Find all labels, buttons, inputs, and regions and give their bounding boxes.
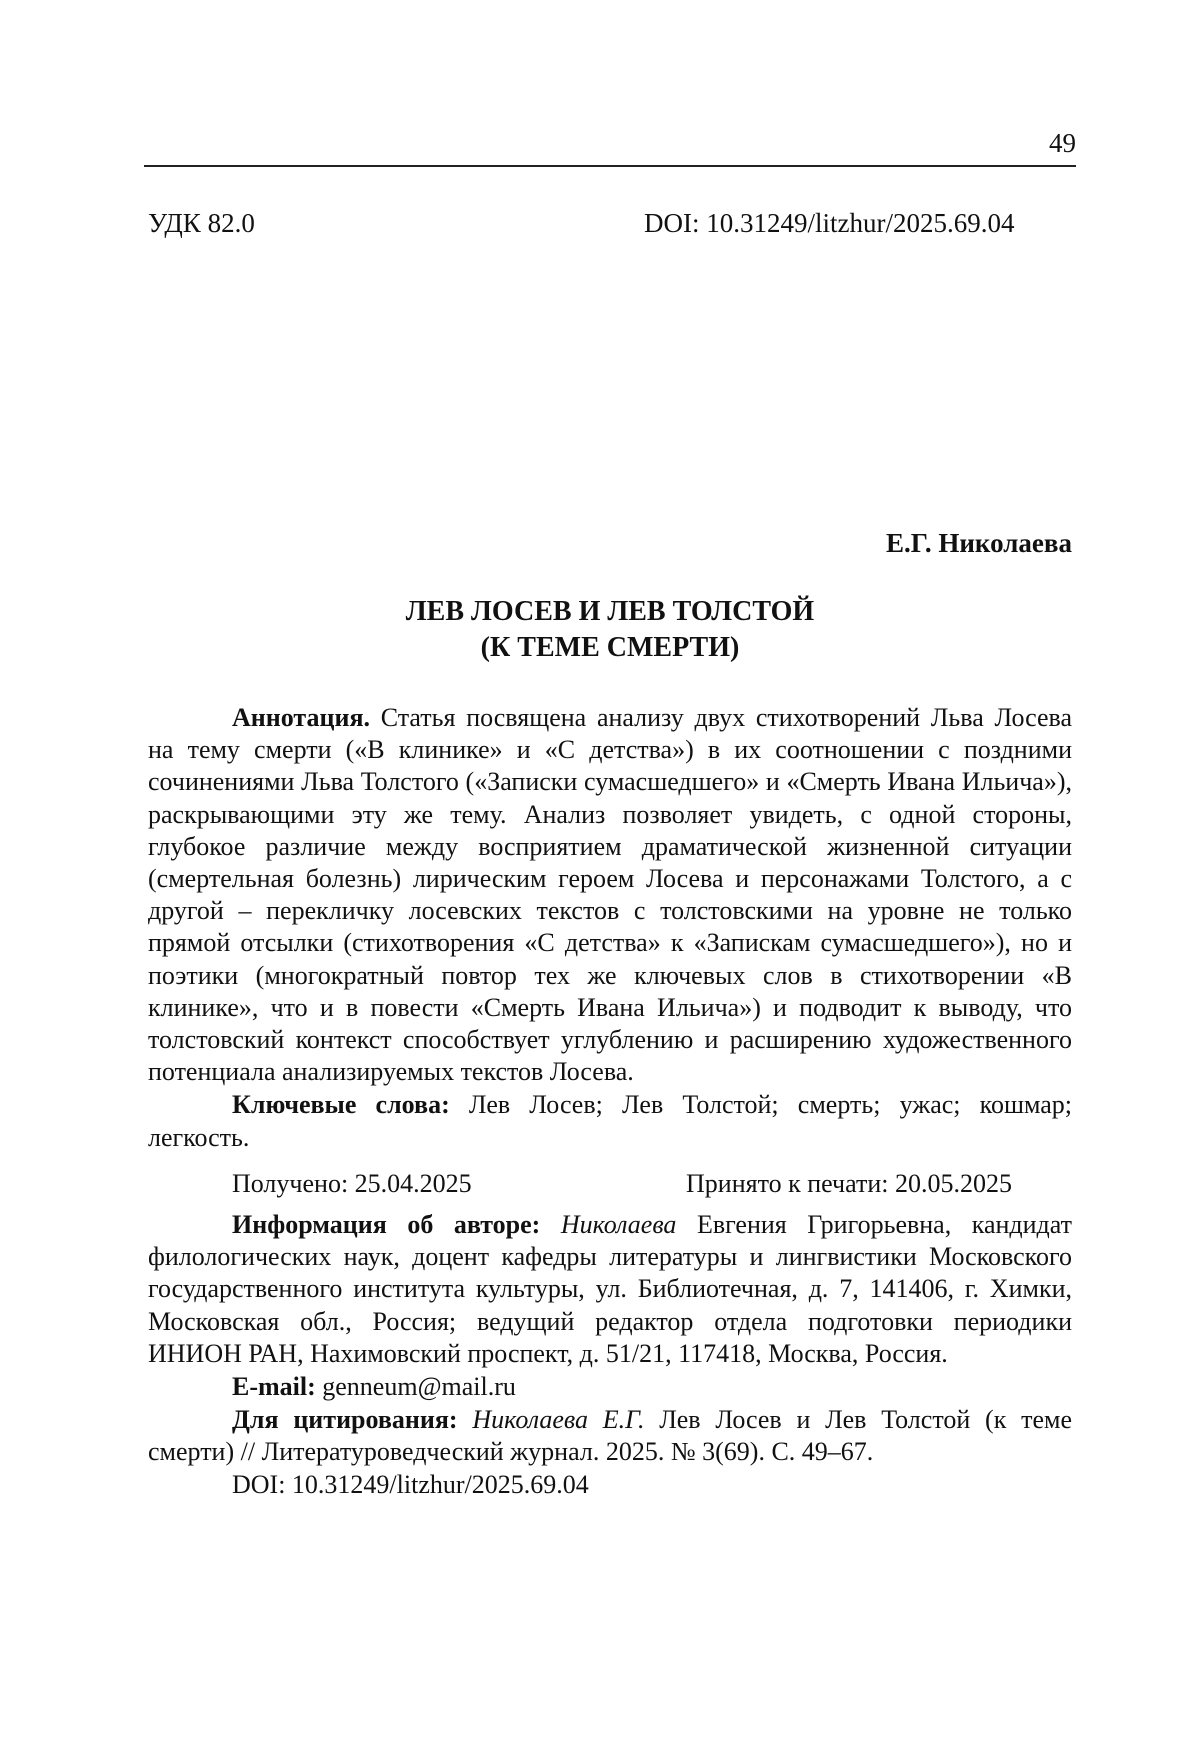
title-line-1: ЛЕВ ЛОСЕВ И ЛЕВ ТОЛСТОЙ	[405, 596, 815, 627]
accepted-date: Принято к печати: 20.05.2025	[686, 1168, 1012, 1198]
keywords-paragraph	[148, 1089, 1072, 1153]
email-value[interactable]: genneum@mail.ru	[322, 1372, 516, 1402]
author-info-text: Евгения Григорьевна, кандидат филологических наук, доцент кафедры литературы и лингвистики Московского государственного института культуры, ул. Библиотечная, д. 7, 141406, г. Химки, Московская обл., Россия; ведущий редактор отдела подготовки периодики ИНИОН РАН, Нахимовский проспект, д. 51/21, 117418, Москва, Россия.	[148, 1210, 1073, 1368]
udk-code: УДК 82.0	[148, 208, 255, 238]
article-front-matter	[148, 702, 1072, 1501]
citation-paragraph	[148, 1404, 1072, 1468]
abstract-label: Аннотация.	[232, 703, 371, 732]
keywords-label: Ключевые слова:	[232, 1090, 450, 1120]
citation-doi: DOI: 10.31249/litzhur/2025.69.04	[232, 1469, 589, 1499]
received-date: Получено: 25.04.2025	[232, 1168, 472, 1198]
email-label: E-mail:	[232, 1372, 316, 1402]
abstract-text: Статья посвящена анализу двух стихотворений Льва Лосева на тему смерти («В клинике» и «С детства») в их соотношении с поздними сочинениями Льва Толстого («Записки сумасшедшего» и «Смерть Ивана Ильича»), раскрывающими эту же тему. Анализ позволяет увидеть, с одной стороны, глубокое различие между восприятием драматической жизненной ситуации (смертельная болезнь) лирическим героем Лосева и персонажами Толстого, а с другой – перекличку лосевских текстов с толстовскими на уровне не только прямой отсылки (стихотворения «С детства» к «Запискам сумасшедшего»), но и поэтики (многократный повтор тех же ключевых слов в стихотворении «В клинике», что и в повести «Смерть Ивана Ильича») и подводит к выводу, что толстовский контекст способствует углублению и расширению художественного потенциала анализируемых текстов Лосева.	[148, 703, 1072, 1087]
title-line-2: (К ТЕМЕ СМЕРТИ)	[480, 632, 740, 663]
abstract-paragraph	[148, 702, 1072, 1088]
keywords-text: Лев Лосев; Лев Толстой; смерть; ужас; кошмар; легкость.	[148, 1090, 1073, 1152]
article-title	[148, 594, 1072, 666]
author-info-paragraph	[148, 1209, 1072, 1370]
citation-text: Лев Лосев и Лев Толстой (к теме смерти) // Литературоведческий журнал. 2025. № 3(69). С. 49–67.	[148, 1405, 1073, 1467]
author-info-label: Информация об авторе:	[232, 1210, 541, 1240]
header-rule	[144, 165, 1076, 167]
author-name: Е.Г. Николаева	[885, 528, 1072, 558]
author-info-surname: Николаева	[560, 1210, 677, 1240]
page-number: 49	[1049, 128, 1076, 158]
email-paragraph	[148, 1371, 1072, 1403]
header-doi: DOI: 10.31249/litzhur/2025.69.04	[644, 208, 1015, 238]
dates-row	[148, 1168, 1072, 1200]
citation-label: Для цитирования:	[232, 1405, 458, 1435]
citation-author: Николаева Е.Г.	[472, 1405, 645, 1435]
citation-doi-paragraph	[148, 1469, 1072, 1501]
